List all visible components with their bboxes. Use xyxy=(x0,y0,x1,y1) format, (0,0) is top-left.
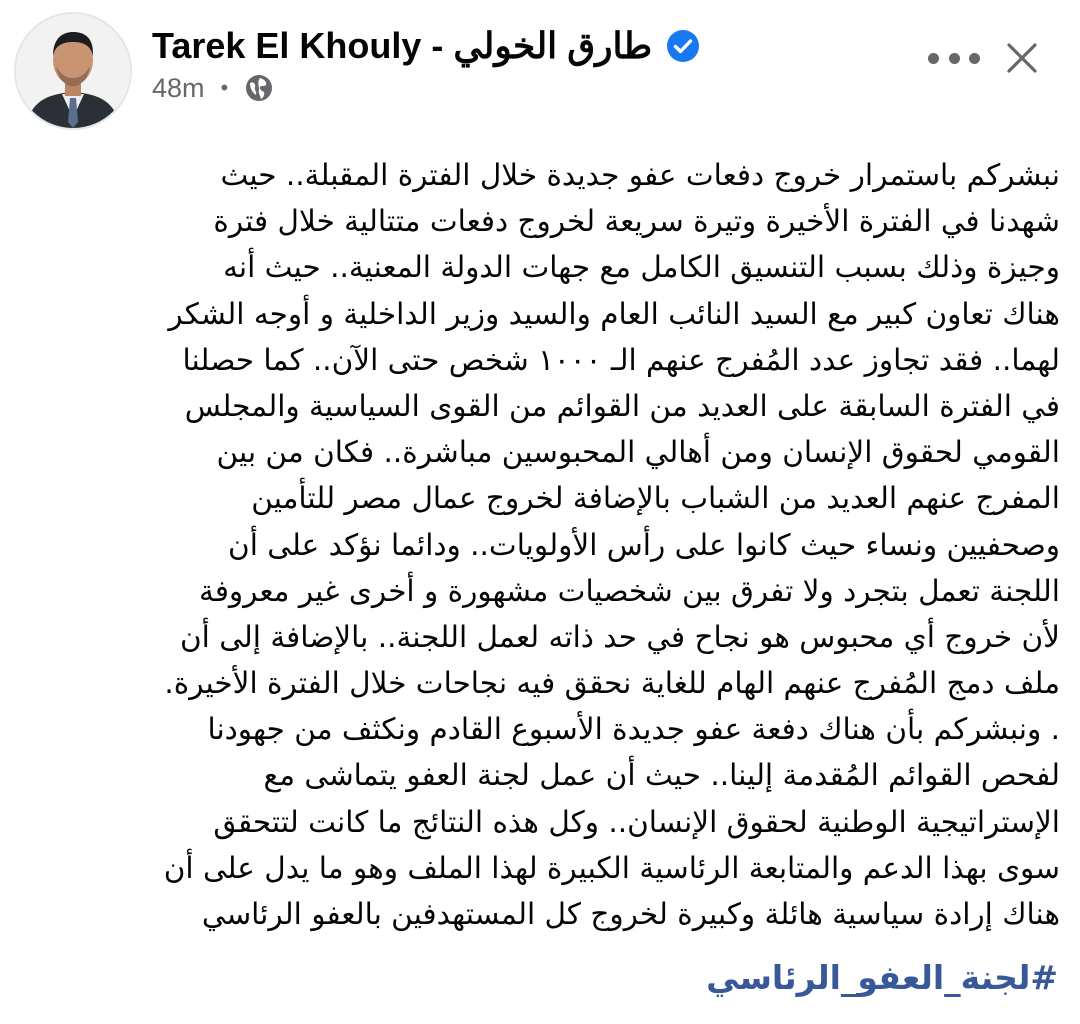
post-body-line: . ونبشركم بأن هناك دفعة عفو جديدة الأسبوع القادم ونكثف من جهودنا xyxy=(207,712,1060,747)
post-body-line: المفرج عنهم العديد من الشباب بالإضافة لخروج عمال مصر للتأمين xyxy=(251,481,1060,516)
post-body xyxy=(30,152,1060,937)
post-body-line: لهما.. فقد تجاوز عدد المُفرج عنهم الـ ١٠٠٠ شخص حتى الآن.. كما حصلنا xyxy=(182,342,1060,377)
author-avatar[interactable] xyxy=(14,12,132,130)
post-body-line: لفحص القوائم المُقدمة إلينا.. حيث أن عمل لجنة العفو يتماشى مع xyxy=(263,758,1060,793)
more-options-icon xyxy=(969,53,980,64)
post-body-line: لأن خروج أي محبوس هو نجاح في حد ذاته لعمل اللجنة.. بالإضافة إلى أن xyxy=(179,619,1060,654)
close-icon[interactable] xyxy=(1000,36,1044,80)
post-body-line: شهدنا في الفترة الأخيرة وتيرة سريعة لخروج دفعات متتالية خلال فترة xyxy=(213,204,1060,239)
post-body-line: في الفترة السابقة على العديد من القوائم من القوى السياسية والمجلس xyxy=(184,388,1060,423)
meta-separator: • xyxy=(218,76,231,100)
post-timestamp[interactable]: 48m xyxy=(152,72,205,103)
globe-icon[interactable] xyxy=(244,73,274,103)
post-body-line: هناك تعاون كبير مع السيد النائب العام والسيد وزير الداخلية و أوجه الشكر xyxy=(168,296,1060,331)
post-body-line: اللجنة تعمل بتجرد ولا تفرق بين شخصيات مشهورة و أخرى غير معروفة xyxy=(199,573,1060,608)
hashtag-link[interactable]: #لجنة_العفو_الرئاسي xyxy=(706,958,1058,997)
more-options-icon xyxy=(928,53,939,64)
verified-badge-icon xyxy=(666,29,700,63)
post-body-line: هناك إرادة سياسية هائلة وكبيرة لخروج كل المستهدفين بالعفو الرئاسي xyxy=(201,897,1060,931)
post-body-line: القومي لحقوق الإنسان ومن أهالي المحبوسين مباشرة.. فكان من بين xyxy=(216,435,1060,470)
author-name[interactable]: Tarek El Khouly - طارق الخولي xyxy=(152,25,653,66)
post-body-line: وصحفيين ونساء حيث كانوا على رأس الأولويات.. ودائما نؤكد على أن xyxy=(228,527,1060,562)
avatar-portrait-icon xyxy=(16,14,130,128)
post-body-line: ملف دمج المُفرج عنهم الهام للغاية نحقق فيه نجاحات خلال الفترة الأخيرة. xyxy=(164,666,1060,701)
more-options-icon xyxy=(949,53,960,64)
post-meta xyxy=(152,70,274,106)
author-row xyxy=(152,22,700,70)
post-body-line: الإستراتيجية الوطنية لحقوق الإنسان.. وكل هذه النتائج ما كانت لتتحقق xyxy=(213,804,1060,839)
post-body-line: نبشركم باستمرار خروج دفعات عفو جديدة خلال الفترة المقبلة.. حيث xyxy=(220,158,1060,192)
post-body-line: سوى بهذا الدعم والمتابعة الرئاسية الكبيرة لهذا الملف وهو ما يدل على أن xyxy=(163,850,1060,885)
post-body-line: وجيزة وذلك بسبب التنسيق الكامل مع جهات الدولة المعنية.. حيث أنه xyxy=(223,250,1060,285)
more-options-button[interactable] xyxy=(928,40,980,76)
